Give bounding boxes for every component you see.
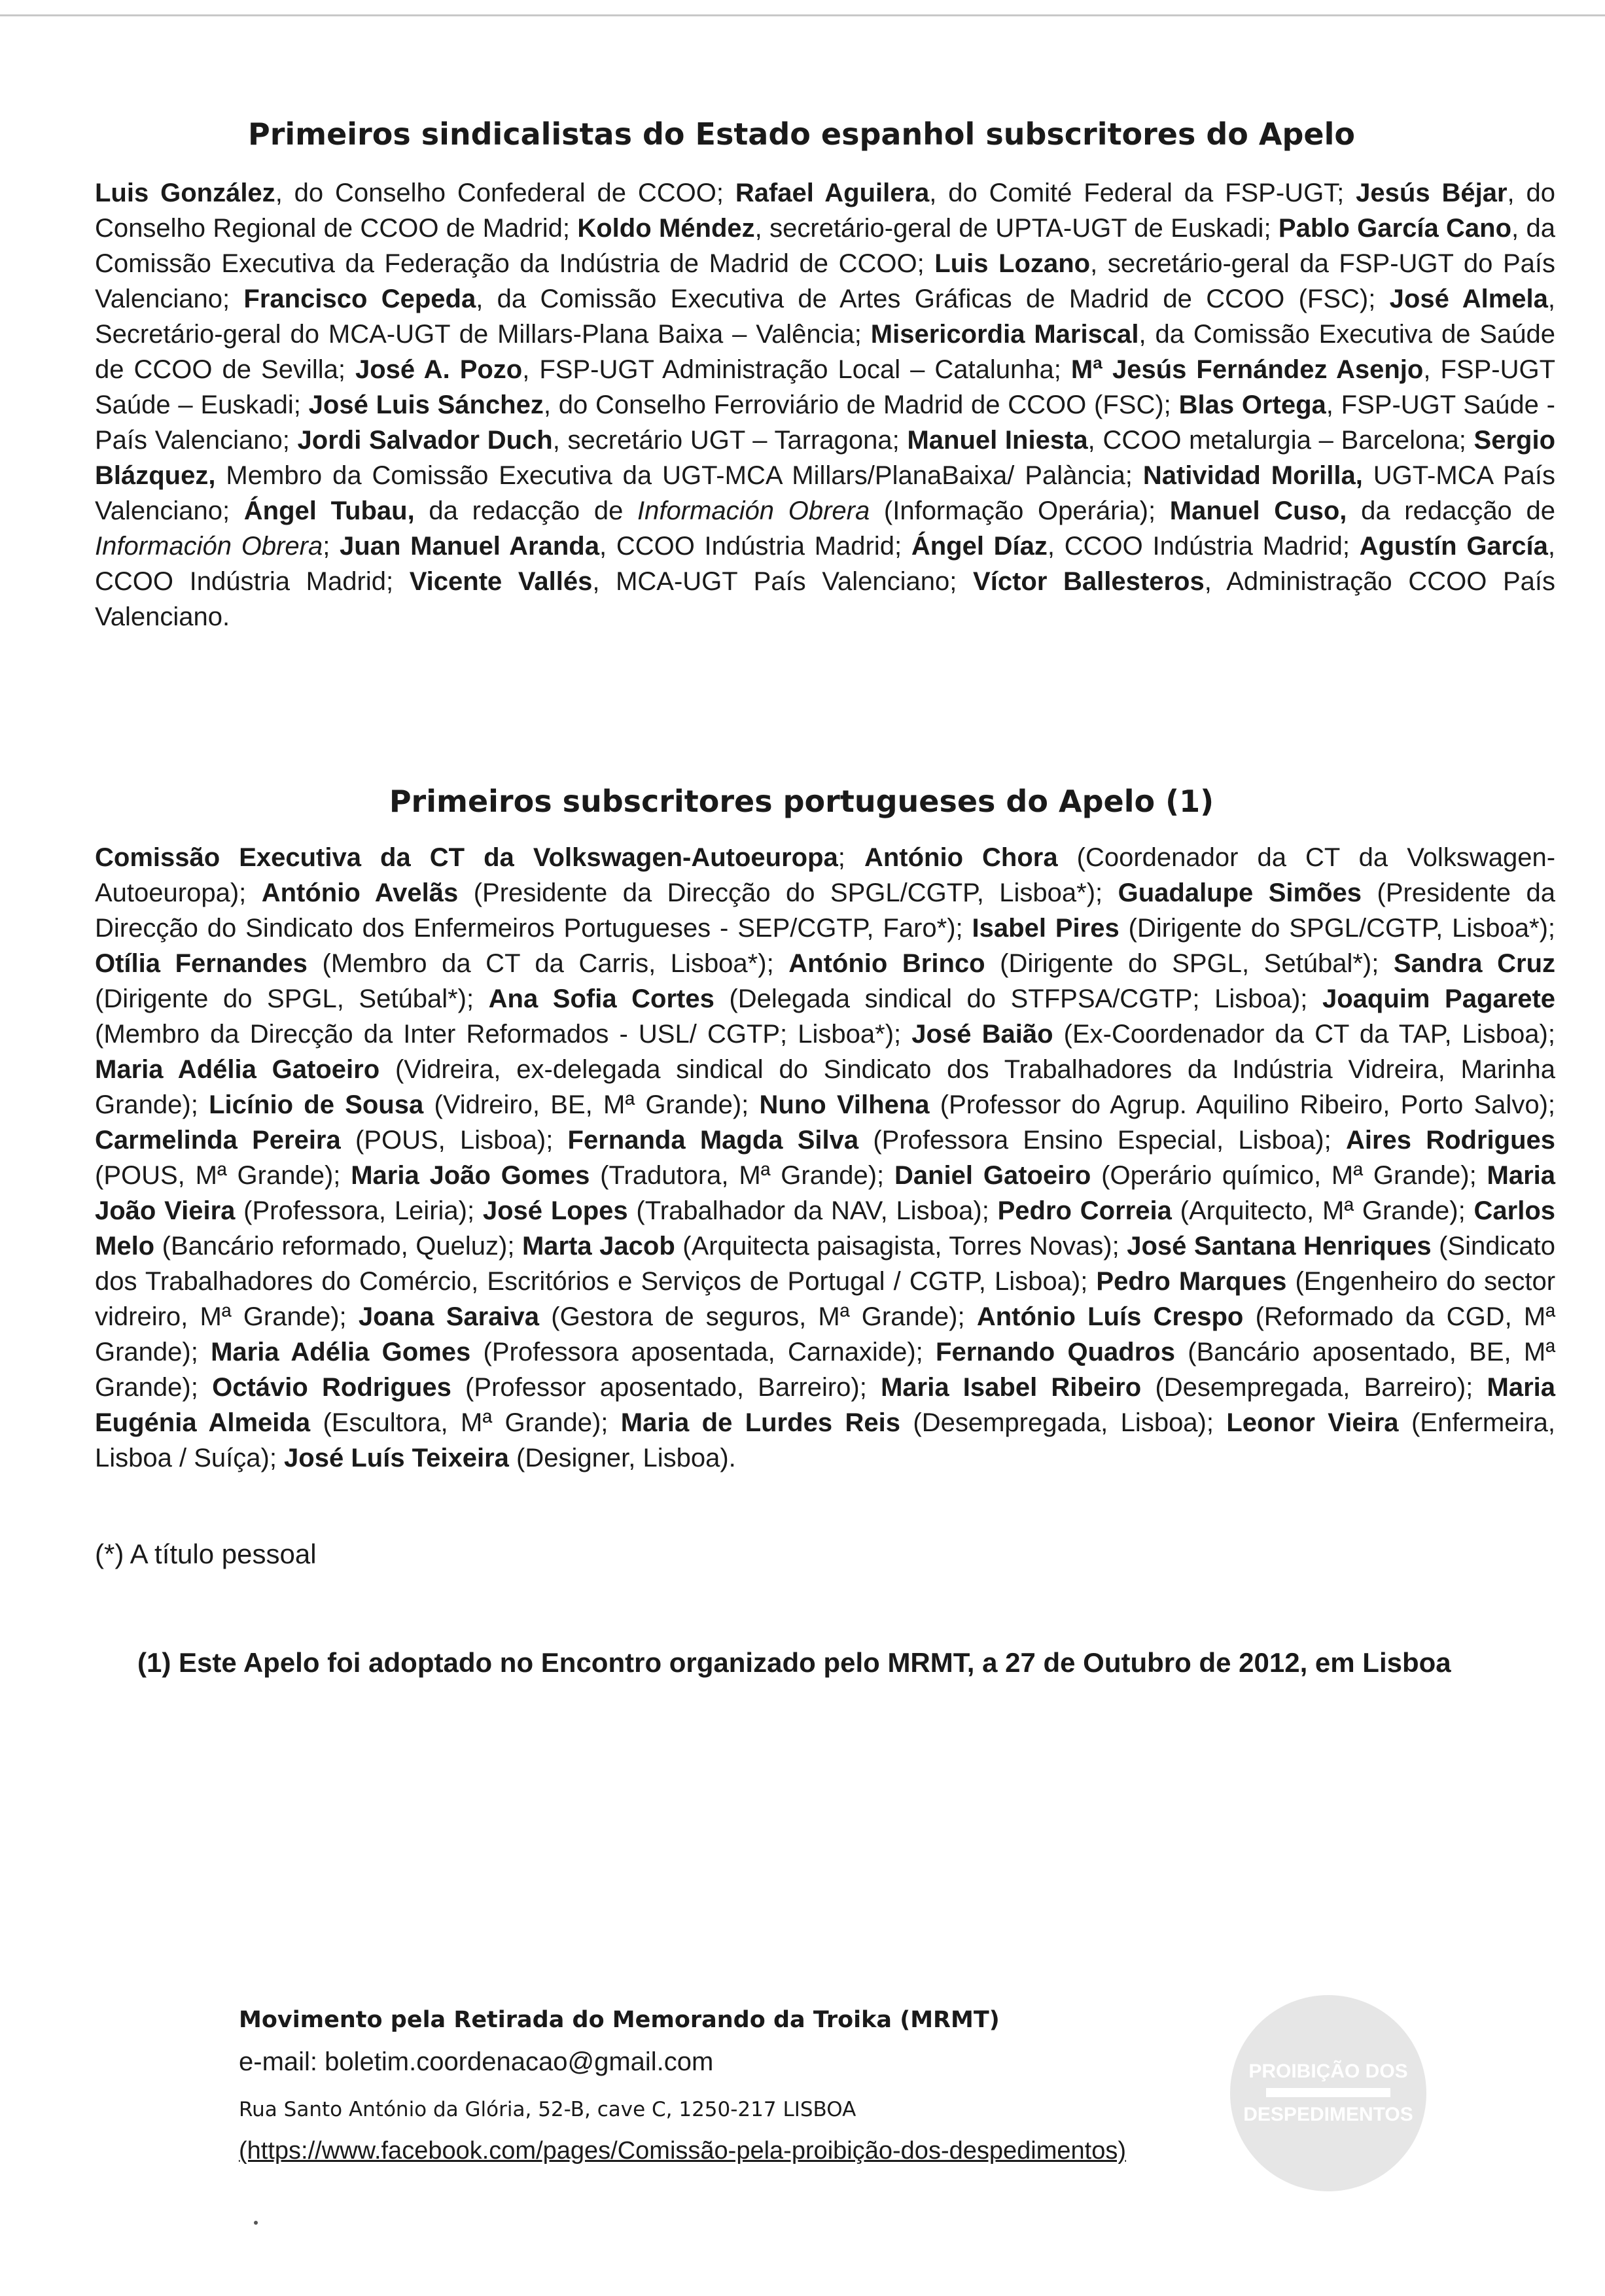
signatory-description: (POUS, Mª Grande); bbox=[95, 1161, 351, 1190]
campaign-badge-logo bbox=[1230, 1995, 1426, 2191]
signatory-name: Víctor Ballesteros bbox=[973, 567, 1205, 596]
signatory-description: (Professora aposentada, Carnaxide); bbox=[470, 1338, 936, 1366]
signatory-description: , Administração CCOO País Valenciano. bbox=[95, 567, 1555, 631]
signatory-description: (Professor do Agrup. Aquilino Ribeiro, Porto Salvo); bbox=[929, 1090, 1555, 1119]
signatory-description: (Bancário reformado, Queluz); bbox=[154, 1232, 522, 1261]
footnote-1: (1) Este Apelo foi adoptado no Encontro organizado pelo MRMT, a 27 de Outubro de 2012, em Lisboa bbox=[137, 1647, 1451, 1678]
signatory-description: (Enfermeira, Lisboa / Suíça); bbox=[95, 1408, 1556, 1472]
signatory-description: , CCOO metalurgia – Barcelona; bbox=[1087, 426, 1474, 455]
signatory-description: (Arquitecto, Mª Grande); bbox=[1171, 1196, 1474, 1225]
signatory-description: (Membro da CT da Carris, Lisboa*); bbox=[307, 949, 789, 978]
signatory-description: , CCOO Indústria Madrid; bbox=[599, 532, 911, 561]
signatory-description: (Delegada sindical do STFPSA/CGTP; Lisboa); bbox=[714, 984, 1322, 1013]
signatory-name: Maria Adélia Gatoeiro bbox=[95, 1055, 380, 1084]
signatory-name: Leonor Vieira bbox=[1226, 1408, 1399, 1437]
signatory-name: José Lopes bbox=[482, 1196, 628, 1225]
signatory-name: Ángel Díaz bbox=[911, 532, 1048, 561]
signatory-description: ; bbox=[838, 843, 864, 872]
personal-capacity-note: (*) A título pessoal bbox=[95, 1539, 317, 1569]
signatory-name: Rafael Aguilera bbox=[735, 179, 930, 207]
signatory-description: (Sindicato dos Trabalhadores do Comércio, Escritórios e Serviços de Portugal / CGTP, Lisboa); bbox=[95, 1232, 1556, 1296]
signatory-name: José Almela bbox=[1389, 285, 1548, 313]
signatory-description: , da Comissão Executiva de Saúde de CCOO de Sevilla; bbox=[95, 320, 1556, 384]
signatory-name: Pedro Marques bbox=[1096, 1267, 1287, 1296]
signatory-description: (Dirigente do SPGL, Setúbal*); bbox=[985, 949, 1394, 978]
signatory-description: , Secretário-geral do MCA-UGT de Millars-Plana Baixa – Valência; bbox=[95, 285, 1555, 349]
badge-bar bbox=[1266, 2088, 1390, 2097]
signatory-description: (Professora, Leiria); bbox=[235, 1196, 483, 1225]
signatory-description: (Bancário aposentado, BE, Mª Grande); bbox=[95, 1338, 1555, 1402]
signatory-name: Otília Fernandes bbox=[95, 949, 308, 978]
signatory-name: António Luís Crespo bbox=[976, 1302, 1244, 1331]
signatory-description: Membro da Comissão Executiva da UGT-MCA Millars/PlanaBaixa/ Palància; bbox=[215, 461, 1143, 490]
signatory-name: Luis Lozano bbox=[934, 249, 1091, 278]
signatory-description: UGT-MCA País Valenciano; bbox=[95, 461, 1555, 525]
signatory-description: (Desempregada, Barreiro); bbox=[1141, 1373, 1487, 1402]
signatory-description: , da Comissão Executiva da Federação da Indústria de Madrid de CCOO; bbox=[95, 214, 1555, 278]
signatory-name: Natividad Morilla, bbox=[1142, 461, 1363, 490]
signatory-name: António Chora bbox=[864, 843, 1058, 872]
signatory-description-tail: ; bbox=[323, 532, 340, 561]
signatory-description: (Designer, Lisboa). bbox=[508, 1444, 736, 1472]
signatory-description: (POUS, Lisboa); bbox=[340, 1126, 568, 1155]
signatory-name: Pablo García Cano bbox=[1278, 214, 1512, 243]
spanish-signatories-paragraph bbox=[95, 175, 1555, 635]
signatory-description: (Dirigente do SPGL, Setúbal*); bbox=[95, 984, 489, 1013]
signatory-description: , MCA-UGT País Valenciano; bbox=[592, 567, 974, 596]
signatory-name: Joana Saraiva bbox=[358, 1302, 540, 1331]
signatory-description: da redacção de bbox=[1347, 496, 1555, 525]
signatory-name: Guadalupe Simões bbox=[1118, 878, 1362, 907]
signatory-name: Luis González bbox=[95, 179, 275, 207]
signatory-name: Jesús Béjar bbox=[1356, 179, 1508, 207]
badge-line-1: PROIBIÇÃO DOS bbox=[1248, 2061, 1408, 2082]
portuguese-signatories-paragraph bbox=[95, 840, 1555, 1476]
signatory-name: Manuel Cuso, bbox=[1169, 496, 1347, 525]
signatory-description: , do Comité Federal da FSP-UGT; bbox=[929, 179, 1356, 207]
signatory-description: (Coordenador da CT da Volkswagen-Autoeuropa); bbox=[95, 843, 1556, 907]
signatory-name: Maria Eugénia Almeida bbox=[95, 1373, 1556, 1437]
signatory-name: Koldo Méndez bbox=[577, 214, 755, 243]
badge-line-2: DESPEDIMENTOS bbox=[1243, 2104, 1413, 2125]
signatory-name: José Luis Sánchez bbox=[308, 391, 544, 419]
signatory-description: , FSP-UGT Saúde - País Valenciano; bbox=[95, 391, 1555, 455]
signatory-name: José Luís Teixeira bbox=[284, 1444, 509, 1472]
signatory-name: Maria João Gomes bbox=[351, 1161, 590, 1190]
signatory-name: Daniel Gatoeiro bbox=[894, 1161, 1091, 1190]
signatory-name: José A. Pozo bbox=[355, 355, 523, 384]
signatory-name: Misericordia Mariscal bbox=[870, 320, 1139, 349]
signatory-description: (Presidente da Direcção do SPGL/CGTP, Lisboa*); bbox=[458, 878, 1118, 907]
signatory-name: Joaquim Pagarete bbox=[1322, 984, 1556, 1013]
signatory-description: (Escultora, Mª Grande); bbox=[310, 1408, 621, 1437]
signatory-description: , do Conselho Ferroviário de Madrid de CCOO (FSC); bbox=[543, 391, 1179, 419]
signatory-description: , secretário UGT – Tarragona; bbox=[552, 426, 908, 455]
scan-speck bbox=[254, 2221, 258, 2225]
signatory-description: (Reformado da CGD, Mª Grande); bbox=[95, 1302, 1556, 1366]
signatory-description: (Dirigente do SPGL/CGTP, Lisboa*); bbox=[1119, 914, 1556, 943]
signatory-description: da redacção de bbox=[414, 496, 638, 525]
signatory-name: António Brinco bbox=[788, 949, 985, 978]
signatory-description: , da Comissão Executiva de Artes Gráficas de Madrid de CCOO (FSC); bbox=[476, 285, 1390, 313]
signatory-name: Sandra Cruz bbox=[1393, 949, 1556, 978]
signatory-description: (Tradutora, Mª Grande); bbox=[590, 1161, 894, 1190]
signatory-description: (Desempregada, Lisboa); bbox=[900, 1408, 1227, 1437]
signatory-description: (Engenheiro do sector vidreiro, Mª Grande); bbox=[95, 1267, 1556, 1331]
signatory-name: Maria Isabel Ribeiro bbox=[881, 1373, 1142, 1402]
signatory-name: Francisco Cepeda bbox=[243, 285, 476, 313]
signatory-description: (Professor aposentado, Barreiro); bbox=[451, 1373, 881, 1402]
signatory-name: Carlos Melo bbox=[95, 1196, 1556, 1261]
signatory-name: Marta Jacob bbox=[521, 1232, 675, 1261]
signatory-description: , secretário-geral de UPTA-UGT de Euskadi; bbox=[754, 214, 1279, 243]
signatory-name: Maria João Vieira bbox=[95, 1161, 1556, 1225]
signatory-name: Licínio de Sousa bbox=[209, 1090, 424, 1119]
signatory-name: Blas Ortega bbox=[1178, 391, 1326, 419]
signatory-name: Sergio Blázquez, bbox=[95, 426, 1556, 490]
signatory-name: José Baião bbox=[911, 1020, 1053, 1049]
signatory-name: Ana Sofia Cortes bbox=[488, 984, 714, 1013]
signatory-name: Pedro Correia bbox=[997, 1196, 1172, 1225]
publication-title: Información Obrera bbox=[95, 532, 323, 561]
organization-name: Movimento pela Retirada do Memorando da Troika (MRMT) bbox=[239, 2007, 1000, 2033]
signatory-name: Maria Adélia Gomes bbox=[211, 1338, 471, 1366]
signatory-description: , FSP-UGT Administração Local – Catalunha; bbox=[522, 355, 1071, 384]
signatory-name: Nuno Vilhena bbox=[759, 1090, 930, 1119]
signatory-description: , FSP-UGT Saúde – Euskadi; bbox=[95, 355, 1556, 419]
signatory-name: Maria de Lurdes Reis bbox=[620, 1408, 900, 1437]
signatory-description: (Arquitecta paisagista, Torres Novas); bbox=[675, 1232, 1127, 1261]
signatory-name: Fernando Quadros bbox=[936, 1338, 1175, 1366]
signatory-name: Comissão Executiva da CT da Volkswagen-Autoeuropa bbox=[95, 843, 838, 872]
contact-block bbox=[239, 2007, 1220, 2165]
top-rule bbox=[0, 14, 1605, 16]
signatory-name: Vicente Vallés bbox=[409, 567, 593, 596]
signatory-description: , do Conselho Confederal de CCOO; bbox=[275, 179, 735, 207]
portuguese-section-title: Primeiros subscritores portugueses do Apelo (1) bbox=[389, 784, 1214, 819]
signatory-description: , secretário-geral da FSP-UGT do País Valenciano; bbox=[95, 249, 1555, 313]
signatory-name: Fernanda Magda Silva bbox=[567, 1126, 859, 1155]
signatory-description-tail: (Informação Operária); bbox=[870, 496, 1170, 525]
spanish-section-title: Primeiros sindicalistas do Estado espanhol subscritores do Apelo bbox=[247, 116, 1355, 152]
signatory-name: Isabel Pires bbox=[972, 914, 1120, 943]
signatory-description: (Presidente da Direcção do Sindicato dos Enfermeiros Portugueses - SEP/CGTP, Faro*); bbox=[95, 878, 1555, 943]
signatory-name: Ángel Tubau, bbox=[243, 496, 415, 525]
signatory-description: , do Conselho Regional de CCOO de Madrid; bbox=[95, 179, 1556, 243]
signatory-name: Mª Jesús Fernández Asenjo bbox=[1070, 355, 1424, 384]
signatory-description: , CCOO Indústria Madrid; bbox=[1047, 532, 1360, 561]
publication-title: Información Obrera bbox=[637, 496, 870, 525]
signatory-description: (Trabalhador da NAV, Lisboa); bbox=[627, 1196, 998, 1225]
signatory-description: (Gestora de seguros, Mª Grande); bbox=[539, 1302, 977, 1331]
signatory-name: António Avelãs bbox=[261, 878, 459, 907]
signatory-name: Juan Manuel Aranda bbox=[340, 532, 599, 561]
contact-email[interactable]: e-mail: boletim.coordenacao@gmail.com bbox=[239, 2047, 714, 2076]
signatory-name: Carmelinda Pereira bbox=[95, 1126, 341, 1155]
signatory-description: (Professora Ensino Especial, Lisboa); bbox=[858, 1126, 1346, 1155]
signatory-name: José Santana Henriques bbox=[1127, 1232, 1432, 1261]
signatory-description: (Vidreiro, BE, Mª Grande); bbox=[423, 1090, 760, 1119]
signatory-description: (Membro da Direcção da Inter Reformados - USL/ CGTP; Lisboa*); bbox=[95, 1020, 912, 1049]
signatory-description: (Ex-Coordenador da CT da TAP, Lisboa); bbox=[1053, 1020, 1555, 1049]
signatory-name: Jordi Salvador Duch bbox=[297, 426, 553, 455]
signatory-description: , CCOO Indústria Madrid; bbox=[95, 532, 1555, 596]
signatory-name: Octávio Rodrigues bbox=[212, 1373, 451, 1402]
contact-address: Rua Santo António da Glória, 52-B, cave C, 1250-217 LISBOA bbox=[239, 2098, 856, 2121]
signatory-name: Agustín García bbox=[1359, 532, 1548, 561]
facebook-link[interactable]: (https://www.facebook.com/pages/Comissão-pela-proibição-dos-despedimentos) bbox=[239, 2137, 1126, 2165]
signatory-description: (Operário químico, Mª Grande); bbox=[1091, 1161, 1487, 1190]
signatory-name: Aires Rodrigues bbox=[1345, 1126, 1556, 1155]
signatory-description: (Vidreira, ex-delegada sindical do Sindicato dos Trabalhadores da Indústria Vidreira, Marinha Grande); bbox=[95, 1055, 1556, 1119]
signatory-name: Manuel Iniesta bbox=[907, 426, 1088, 455]
